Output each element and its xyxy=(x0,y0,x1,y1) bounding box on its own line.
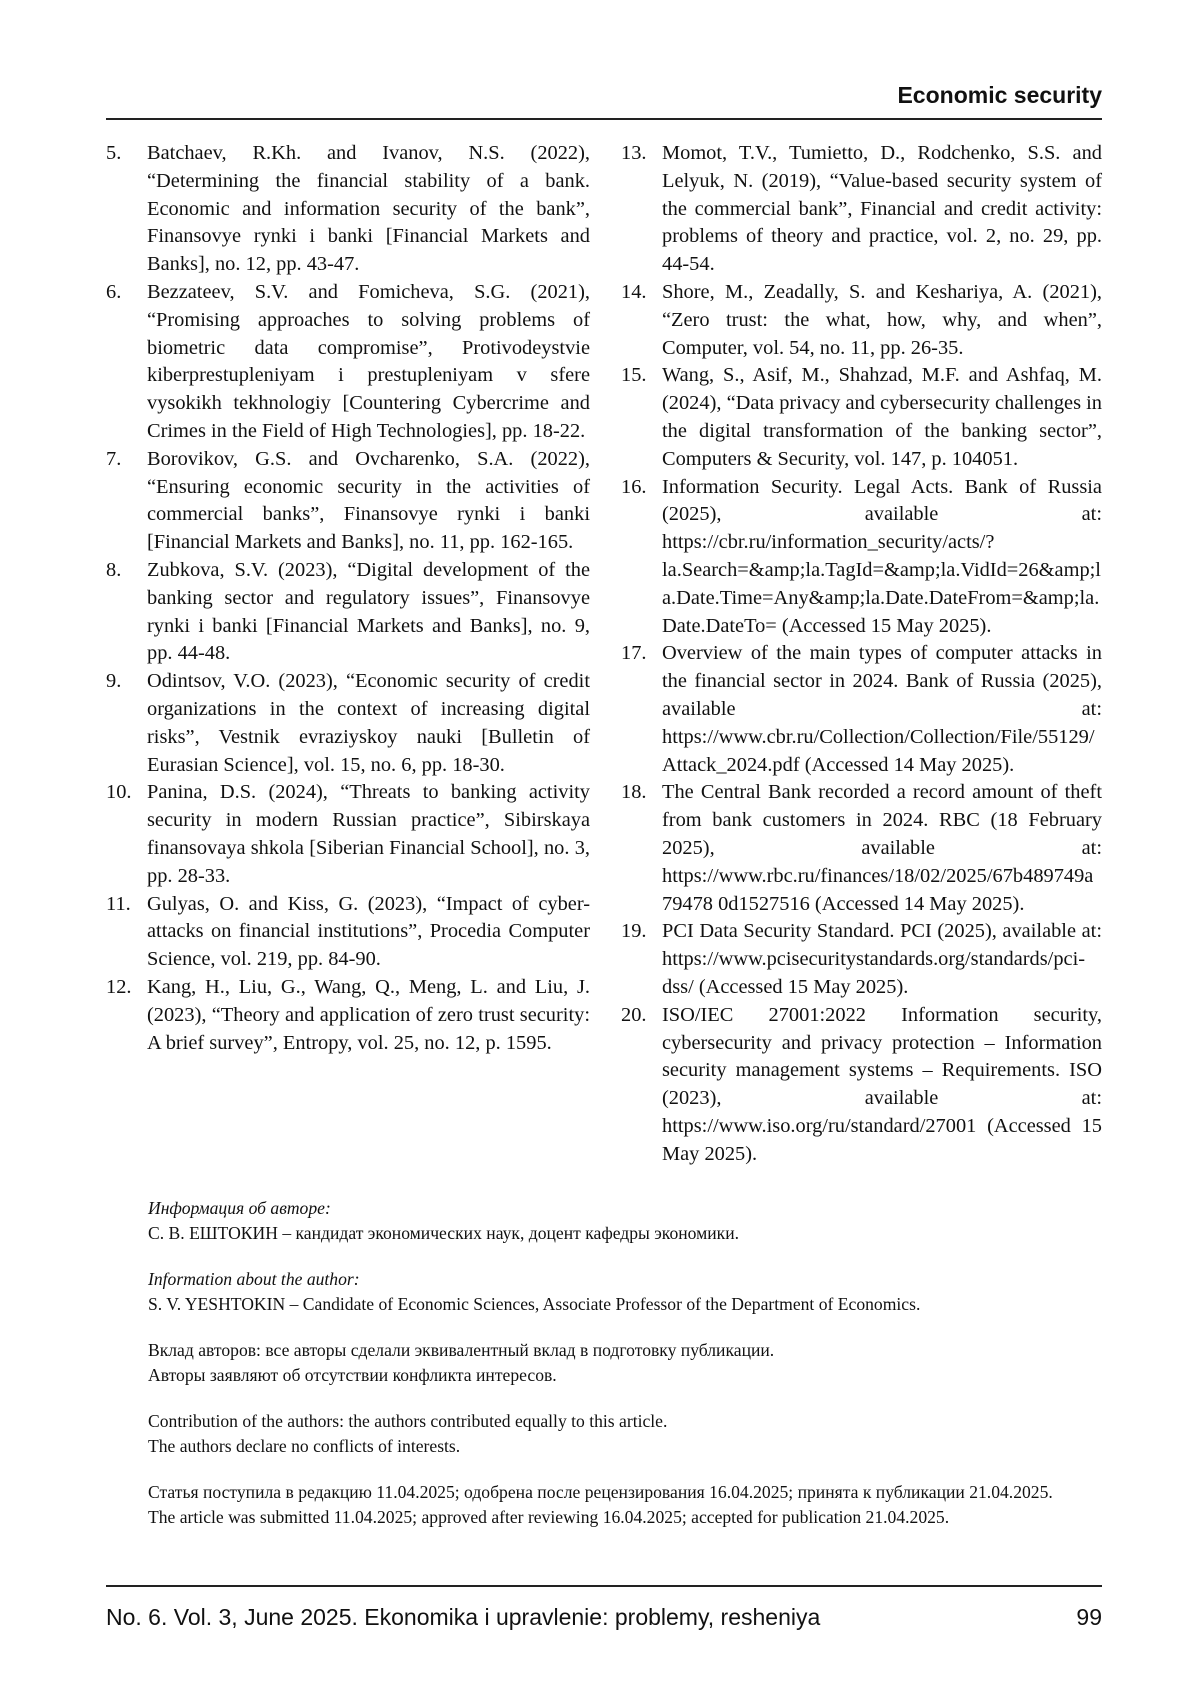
reference-item xyxy=(621,779,1102,918)
reference-item xyxy=(106,557,590,668)
reference-item xyxy=(106,974,590,1057)
reference-item xyxy=(621,362,1102,473)
reference-text: Kang, H., Liu, G., Wang, Q., Meng, L. and Liu, J. (2023), “Theory and application of zero trust security: A brief survey”, Entropy, vol. 25, no. 12, p. 1595. xyxy=(147,975,590,1054)
reference-text: Batchaev, R.Kh. and Ivanov, N.S. (2022), “Determining the financial stability of a bank. Economic and information security of the bank”, Finansovye rynki i banki [Financial Markets and Banks], no. 12, pp. 43-47. xyxy=(147,142,590,276)
page-footer xyxy=(106,1585,1102,1645)
reference-text: Wang, S., Asif, M., Shahzad, M.F. and Ashfaq, M. (2024), “Data privacy and cybersecurity challenges in the digital transformation of the banking sector”, Computers & Security, vol. 147, p. 104051. xyxy=(662,364,1102,470)
reference-item xyxy=(106,446,590,557)
reference-number: 6. xyxy=(106,280,122,303)
author-info-text-en: S. V. YESHTOKIN – Candidate of Economic Sciences, Associate Professor of the Department of Economics. xyxy=(148,1293,921,1314)
reference-number: 16. xyxy=(621,475,647,498)
reference-number: 12. xyxy=(106,975,132,998)
reference-item xyxy=(106,668,590,779)
reference-text: The Central Bank recorded a record amount of theft from bank customers in 2024. RBC (18 February 2025), available at: https://www.rbc.ru/finances/18/02/2025/67b489749a79478 0d1527516 (Accessed 14 May 2025). xyxy=(662,781,1102,915)
references-left-column xyxy=(106,140,590,1057)
reference-text: PCI Data Security Standard. PCI (2025), available at: https://www.pcisecuritystandards.org/standards/pci-dss/ (Accessed 15 May 2025). xyxy=(662,920,1102,998)
reference-number: 20. xyxy=(621,1003,647,1026)
dates-ru: Статья поступила в редакцию 11.04.2025; одобрена после рецензирования 16.04.2025; принята к публикации 21.04.2025. xyxy=(148,1482,1053,1502)
reference-number: 15. xyxy=(621,364,647,387)
reference-number: 5. xyxy=(106,142,122,164)
reference-text: Odintsov, V.O. (2023), “Economic security of credit organizations in the context of increasing digital risks”, Vestnik evraziyskoy nauki [Bulletin of Eurasian Science], vol. 15, no. 6, pp. 18-30. xyxy=(147,670,590,776)
reference-number: 9. xyxy=(106,670,122,693)
reference-item xyxy=(106,140,590,279)
reference-text: Overview of the main types of computer attacks in the financial sector in 2024. Bank of Russia (2025), available at: https://www.cbr.ru/Collection/Collection/File/55129/Attack_2024.pdf (Accessed 14 May 2025). xyxy=(662,642,1102,776)
reference-item xyxy=(621,1002,1102,1169)
reference-text: Panina, D.S. (2024), “Threats to banking activity security in modern Russian practice”, Sibirskaya finansovaya shkola [Siberian Financial School], no. 3, pp. 28-33. xyxy=(147,781,590,887)
reference-item xyxy=(621,279,1102,362)
reference-item xyxy=(621,918,1102,1001)
author-info-heading-en: Information about the author: xyxy=(148,1269,360,1289)
contribution-en-line1: Contribution of the authors: the authors contributed equally to this article. xyxy=(148,1411,668,1431)
reference-item xyxy=(621,474,1102,641)
reference-number: 18. xyxy=(621,781,647,804)
references-right-column xyxy=(621,140,1102,1168)
author-info-text-ru: С. В. ЕШТОКИН – кандидат экономических наук, доцент кафедры экономики. xyxy=(148,1222,740,1243)
reference-item xyxy=(106,279,590,446)
dates-en: The article was submitted 11.04.2025; approved after reviewing 16.04.2025; accepted for publication 21.04.2025. xyxy=(148,1506,950,1527)
article-info xyxy=(148,1196,1104,1529)
reference-item xyxy=(106,779,590,890)
reference-number: 10. xyxy=(106,781,132,804)
page-number: 99 xyxy=(1076,1604,1102,1630)
reference-number: 13. xyxy=(621,142,647,164)
contribution-ru-line2: Авторы заявляют об отсутствии конфликта интересов. xyxy=(148,1364,557,1385)
reference-item xyxy=(621,640,1102,779)
contribution-en-line2: The authors declare no conflicts of interests. xyxy=(148,1435,461,1456)
section-title: Economic security xyxy=(897,82,1102,108)
journal-citation: No. 6. Vol. 3, June 2025. Ekonomika i upravlenie: problemy, resheniya xyxy=(106,1604,821,1630)
reference-text: Shore, M., Zeadally, S. and Keshariya, A. (2021), “Zero trust: the what, how, why, and when”, Computer, vol. 54, no. 11, pp. 26-35. xyxy=(662,280,1102,359)
reference-number: 17. xyxy=(621,642,647,665)
reference-text: Gulyas, O. and Kiss, G. (2023), “Impact of cyber-attacks on financial institutions”, Procedia Computer Science, vol. 219, pp. 84-90. xyxy=(147,892,590,971)
reference-number: 11. xyxy=(106,892,131,915)
running-header xyxy=(106,82,1102,120)
reference-text: Momot, T.V., Tumietto, D., Rodchenko, S.S. and Lelyuk, N. (2019), “Value-based security system of the commercial bank”, Financial and credit activity: problems of theory and practice, vol. 2, no. 29, pp. 44-54. xyxy=(662,142,1102,276)
reference-item xyxy=(621,140,1102,279)
reference-text: ISO/IEC 27001:2022 Information security, cybersecurity and privacy protection – Information security management systems – Requirements. ISO (2023), available at: https://www.iso.org/ru/standard/27001 (Accessed 15 May 2025). xyxy=(662,1003,1102,1165)
reference-number: 19. xyxy=(621,920,647,943)
reference-item xyxy=(106,891,590,974)
reference-number: 14. xyxy=(621,280,647,303)
reference-text: Bezzateev, S.V. and Fomicheva, S.G. (2021), “Promising approaches to solving problems of biometric data compromise”, Protivodeystvie kiberprestupleniyam i prestupleniyam v sfere vysokikh tekhnologiy [Countering Cybercrime and Crimes in the Field of High Technologies], pp. 18-22. xyxy=(147,280,590,442)
reference-number: 7. xyxy=(106,447,122,470)
reference-text: Information Security. Legal Acts. Bank of Russia (2025), available at: https://cbr.ru/information_security/acts/?la.Search=&amp;la.TagId=&amp;la.VidId=26&amp;la.Date.Time=Any&amp;la.Date.DateFrom=&amp;la.Date.DateTo= (Accessed 15 May 2025). xyxy=(662,475,1102,637)
reference-text: Zubkova, S.V. (2023), “Digital development of the banking sector and regulatory issues”, Finansovye rynki i banki [Financial Markets and Banks], no. 9, pp. 44-48. xyxy=(147,558,590,665)
author-info-heading-ru: Информация об авторе: xyxy=(148,1198,331,1218)
reference-text: Borovikov, G.S. and Ovcharenko, S.A. (2022), “Ensuring economic security in the activities of commercial banks”, Finansovye rynki i banki [Financial Markets and Banks], no. 11, pp. 162-165. xyxy=(147,447,590,554)
reference-number: 8. xyxy=(106,558,122,581)
contribution-ru-line1: Вклад авторов: все авторы сделали эквивалентный вклад в подготовку публикации. xyxy=(148,1340,775,1360)
